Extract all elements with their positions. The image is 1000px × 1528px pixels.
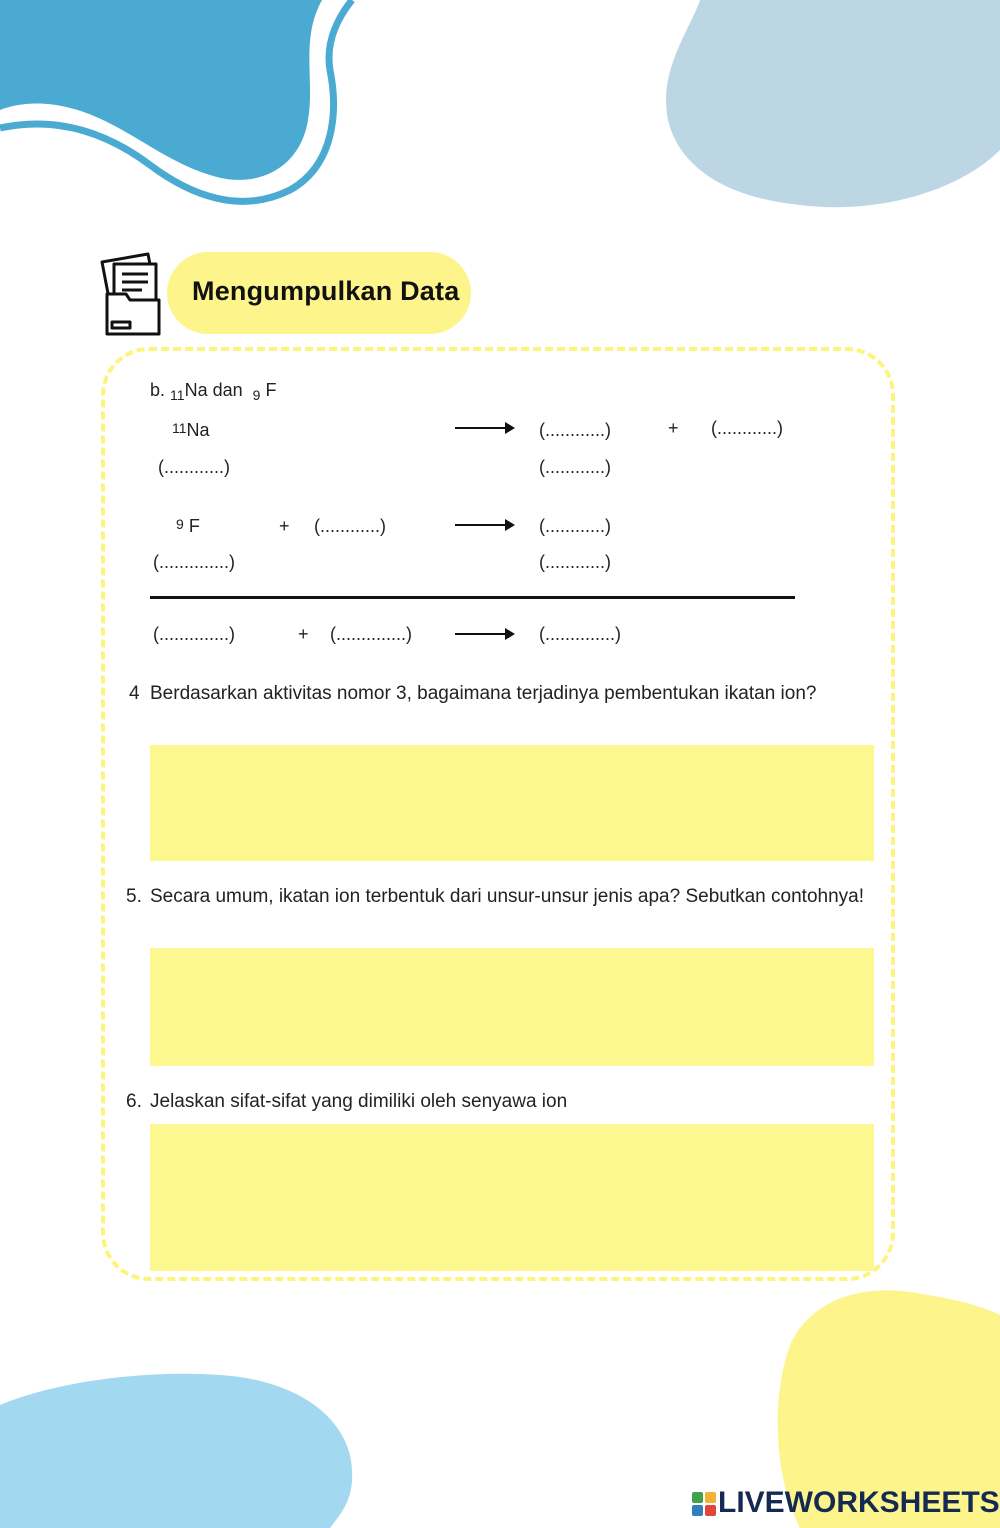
question-6-text: Jelaskan sifat-sifat yang dimiliki oleh senyawa ion bbox=[150, 1091, 568, 1112]
question-5-number: 5. bbox=[126, 886, 142, 907]
na-symbol: Na bbox=[184, 380, 208, 400]
folder-documents-icon bbox=[98, 250, 164, 336]
question-5-answer-box[interactable] bbox=[150, 948, 874, 1066]
f-ion-config-blank[interactable]: (............) bbox=[539, 552, 611, 572]
na-reactant bbox=[172, 420, 210, 441]
arrow-icon bbox=[455, 524, 513, 526]
question-6-number: 6. bbox=[126, 1091, 142, 1112]
f-subscript: 9 bbox=[252, 387, 261, 403]
na-plus-sign: + bbox=[668, 418, 679, 438]
na-config-blank[interactable]: (............) bbox=[158, 457, 230, 477]
total-middle-blank[interactable]: (..............) bbox=[330, 624, 413, 644]
section-b-heading bbox=[150, 380, 276, 401]
f-symbol: F bbox=[265, 380, 277, 400]
question-4-answer-box[interactable] bbox=[150, 745, 874, 861]
sum-divider bbox=[150, 596, 795, 599]
f-plus-sign: + bbox=[279, 516, 290, 536]
question-5-text: Secara umum, ikatan ion terbentuk dari unsur-unsur jenis apa? Sebutkan contohnya! bbox=[150, 886, 864, 907]
question-4-text: Berdasarkan aktivitas nomor 3, bagaimana terjadinya pembentukan ikatan ion? bbox=[150, 683, 817, 704]
f-electron-blank[interactable]: (............) bbox=[314, 516, 386, 536]
na-ion-config-blank[interactable]: (............) bbox=[539, 457, 611, 477]
liveworksheets-logo-icon bbox=[692, 1492, 716, 1516]
liveworksheets-brand: LIVEWORKSHEETS bbox=[718, 1486, 1000, 1519]
total-left-blank[interactable]: (..............) bbox=[153, 624, 236, 644]
arrow-icon bbox=[455, 633, 513, 635]
na-subscript: 11 bbox=[170, 387, 185, 403]
section-b-label: b. bbox=[150, 380, 166, 400]
f-product-blank[interactable]: (............) bbox=[539, 516, 611, 536]
f-mass-number: 9 bbox=[176, 516, 184, 532]
na-mass-number: 11 bbox=[172, 420, 187, 436]
connector-word: dan bbox=[212, 380, 243, 400]
f-reactant bbox=[176, 516, 200, 537]
arrow-icon bbox=[455, 427, 513, 429]
f-config-blank[interactable]: (..............) bbox=[153, 552, 236, 572]
total-result-blank[interactable]: (..............) bbox=[539, 624, 622, 644]
na-product-blank[interactable]: (............) bbox=[539, 420, 611, 440]
section-title: Mengumpulkan Data bbox=[192, 276, 460, 306]
na-element: Na bbox=[186, 420, 210, 440]
na-electron-blank[interactable]: (............) bbox=[711, 418, 783, 438]
f-element: F bbox=[188, 516, 200, 536]
question-4-number: 4 bbox=[129, 683, 140, 704]
question-6-answer-box[interactable] bbox=[150, 1124, 874, 1271]
total-plus-sign: + bbox=[298, 624, 309, 644]
